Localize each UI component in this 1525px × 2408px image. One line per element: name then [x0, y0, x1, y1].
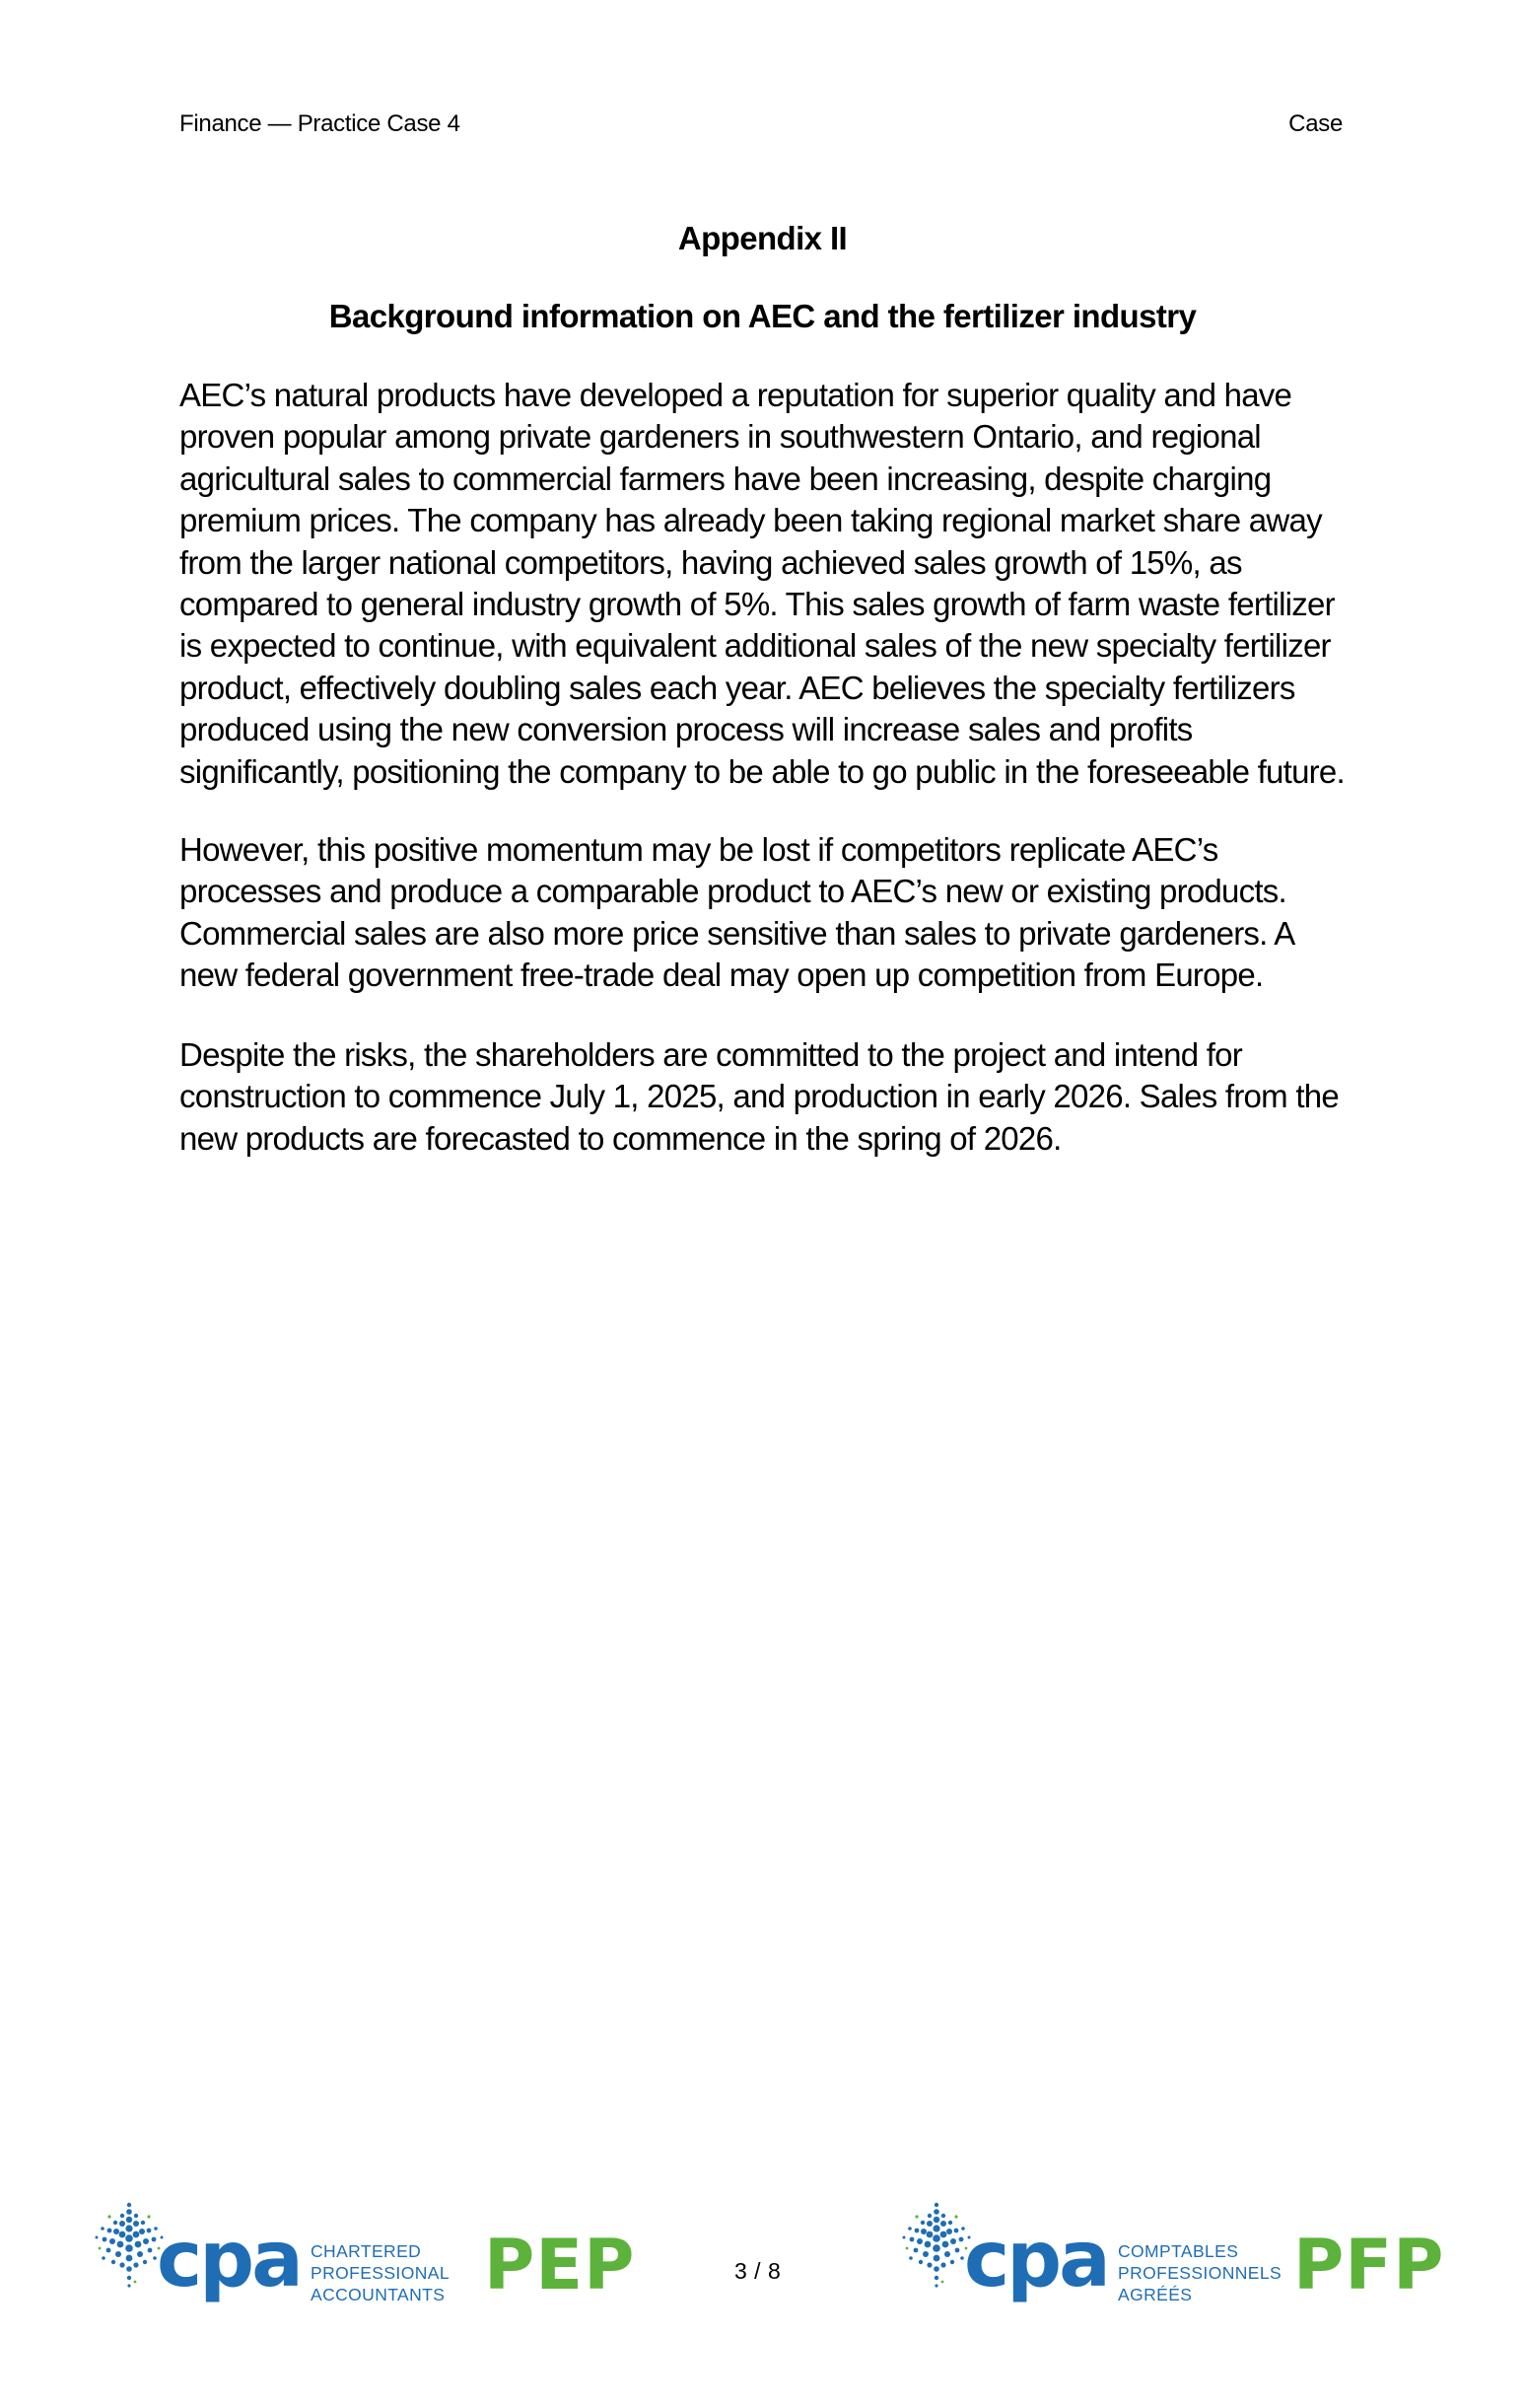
tagline-line: ACCOUNTANTS — [311, 2285, 446, 2304]
paragraph: Despite the risks, the shareholders are committed to the project and intend for construction to commence July 1, 2025, and production in early 2026. Sales from the new products are forecasted to commence in the spring of 2026. — [179, 1036, 1339, 1157]
header-section-label: Case — [1288, 110, 1343, 137]
appendix-subtitle: Background information on AEC and the fertilizer industry — [328, 298, 1197, 334]
tagline-line: CHARTERED — [311, 2241, 422, 2261]
tagline-line: PROFESSIONNELS — [1118, 2263, 1282, 2283]
appendix-title: Appendix II — [677, 220, 848, 256]
tagline-line: PROFESSIONAL — [311, 2263, 450, 2283]
tagline-line: COMPTABLES — [1118, 2241, 1239, 2261]
cpa-logo-english — [92, 2189, 636, 2337]
tagline-line: AGRÉÉS — [1118, 2285, 1193, 2304]
program-logo-pfp: PFP — [1293, 2225, 1445, 2305]
header-course-title: Finance — Practice Case 4 — [179, 110, 460, 137]
paragraph: AEC’s natural products have developed a reputation for superior quality and have proven popular among private gardeners in southwestern Ontario, and regional agricultural sales to commercial farmers have been increasing, despite charging premium prices. The company has already been taking regional market share away from the larger national competitors, having achieved sales growth of 15%, as compared to general industry growth of 5%. This sales growth of farm waste fertilizer is expected to continue, with equivalent additional sales of the new specialty fertilizer product, effectively doubling sales each year. AEC believes the specialty fertilizers produced using the new conversion process will increase sales and profits significantly, positioning the company to be able to go public in the foreseeable future. — [179, 377, 1345, 790]
cpa-wordmark: cpa — [964, 2216, 1108, 2304]
maple-leaf-dots-icon — [92, 2199, 166, 2293]
cpa-logo-french — [899, 2189, 1445, 2337]
program-logo-pep: PEP — [484, 2225, 636, 2305]
page-number: 3 / 8 — [734, 2258, 782, 2284]
maple-leaf-dots-icon — [899, 2199, 973, 2293]
paragraph: However, this positive momentum may be lost if competitors replicate AEC’s processes and produce a comparable product to AEC’s new or existing products. Commercial sales are also more price sensitive than sales to private gardeners. A new federal government free-trade deal may open up competition from Europe. — [179, 831, 1293, 994]
cpa-tagline — [311, 2240, 450, 2305]
cpa-wordmark: cpa — [157, 2216, 301, 2304]
cpa-tagline — [1118, 2240, 1282, 2305]
